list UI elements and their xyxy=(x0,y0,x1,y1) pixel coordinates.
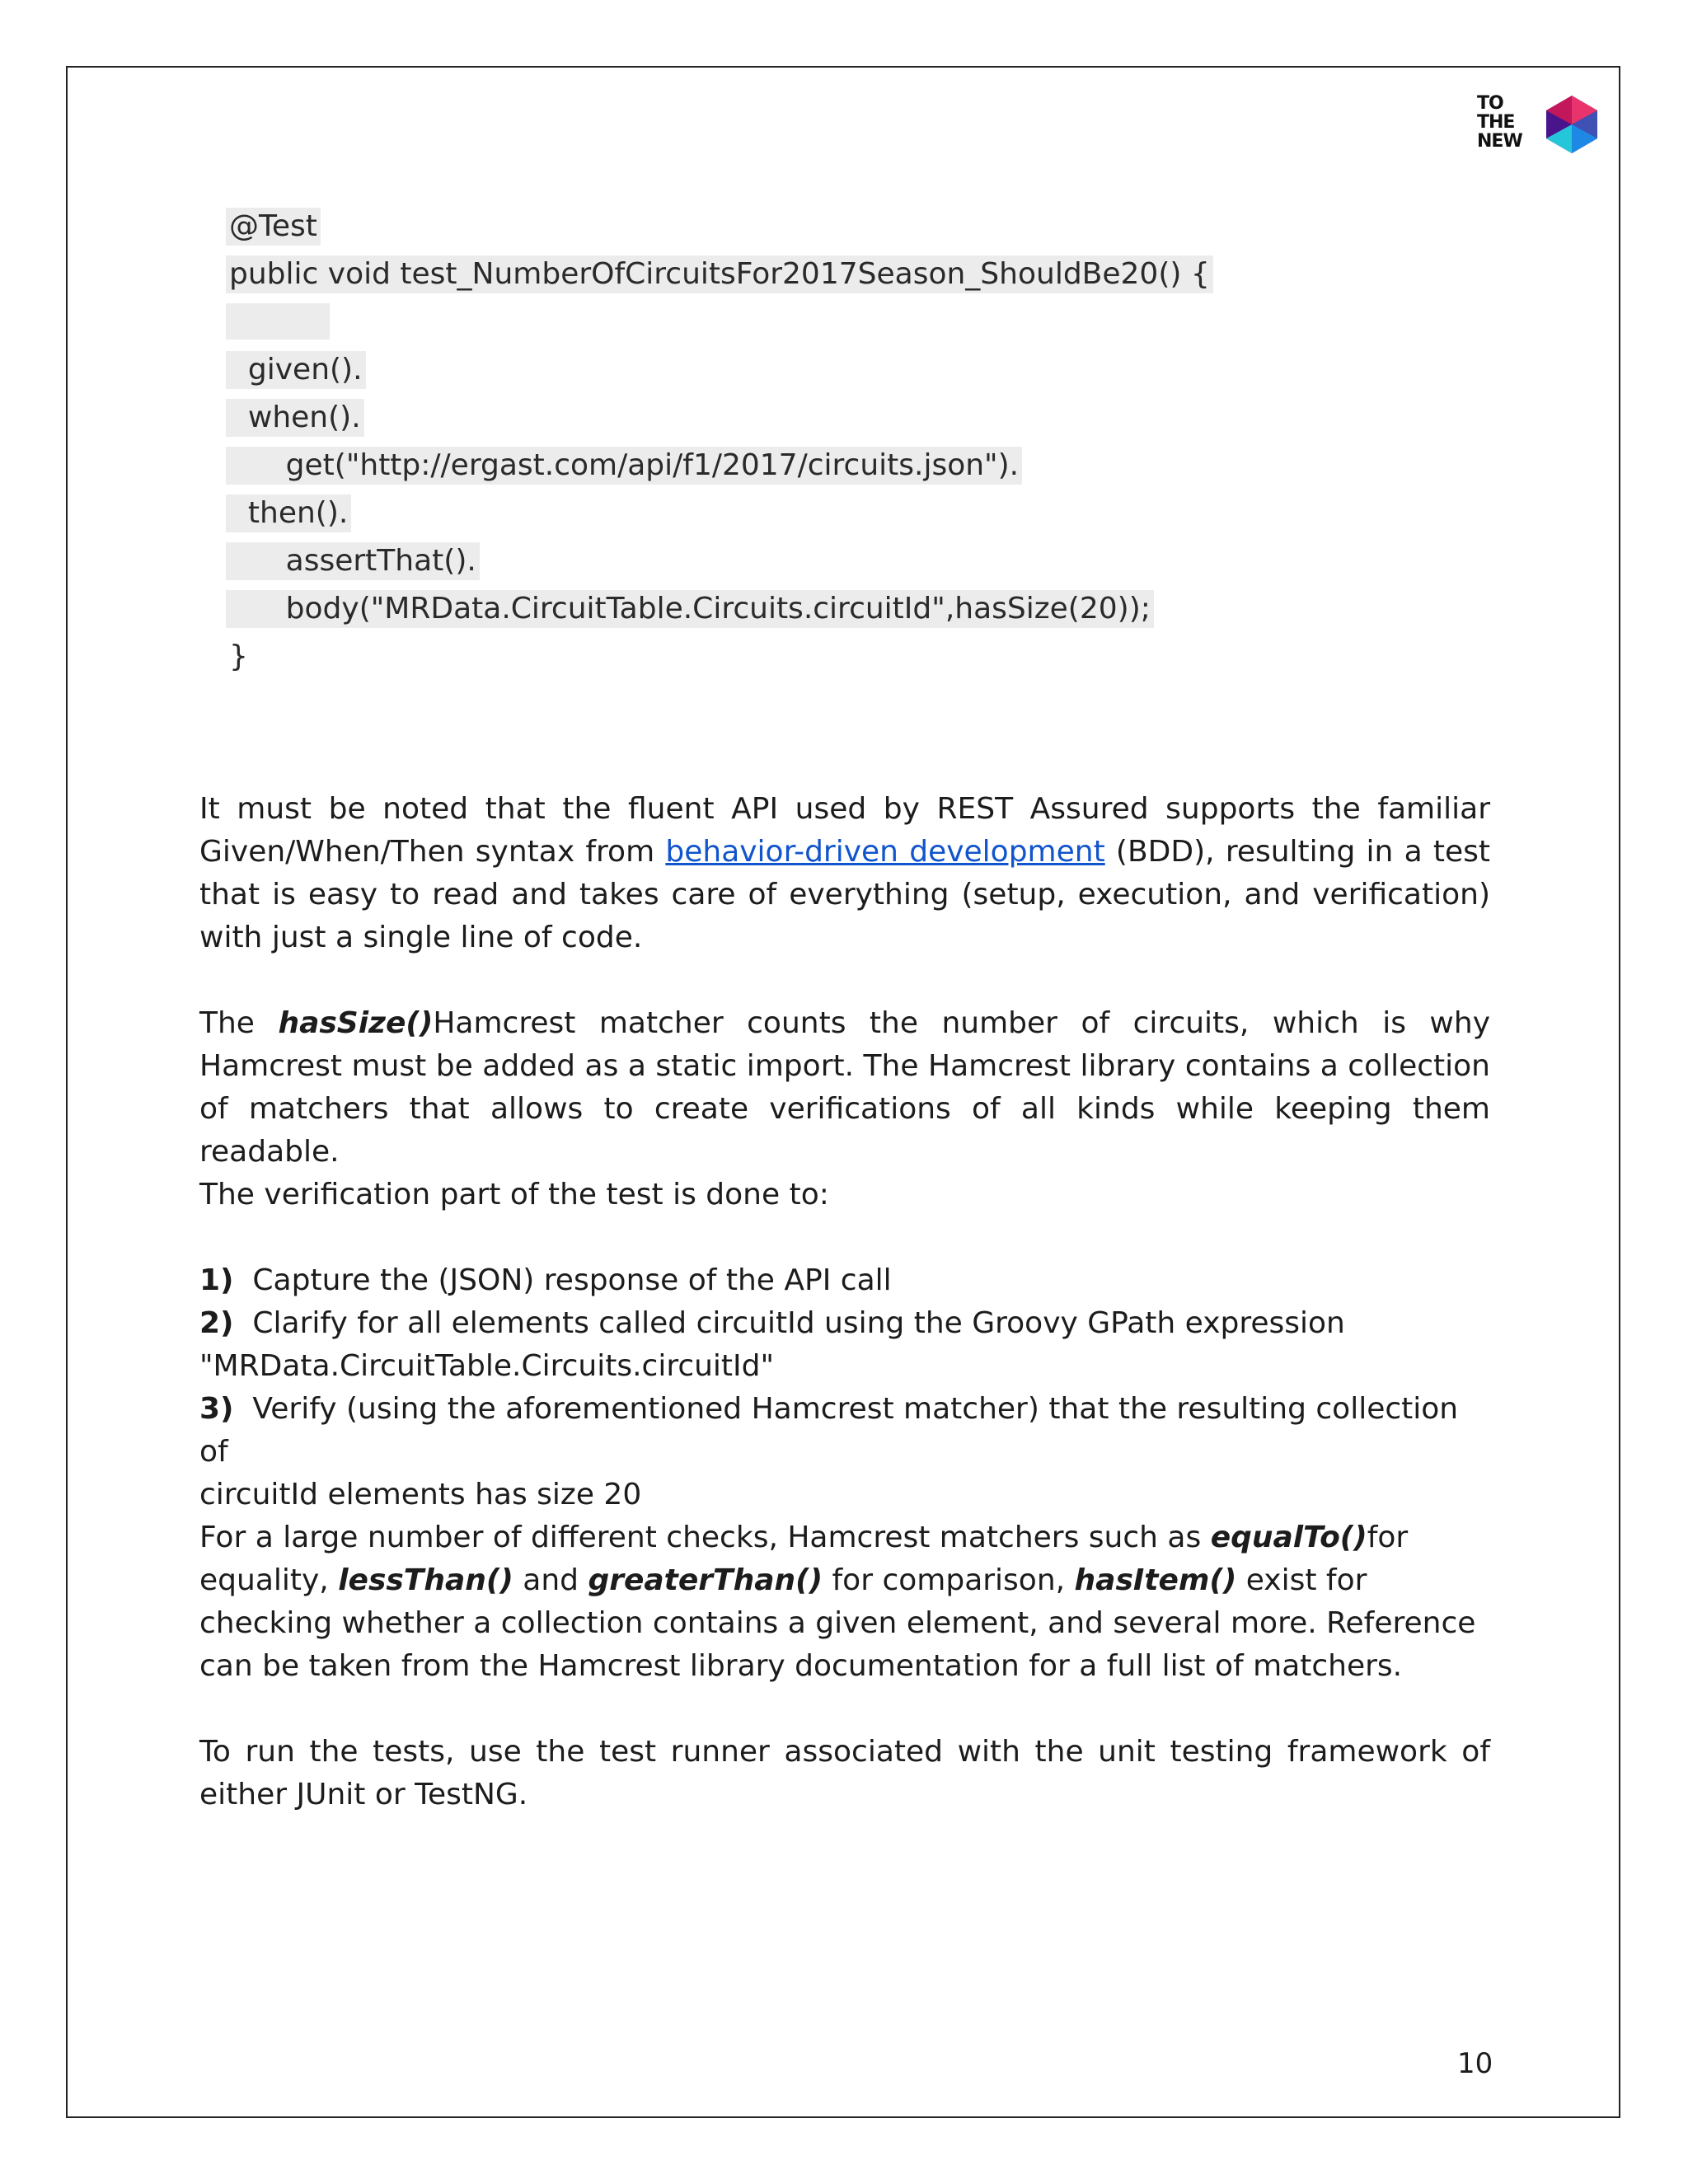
verification-list xyxy=(199,1259,1490,1516)
code-line: public void test_NumberOfCircuitsFor2017Season_ShouldBe20() { xyxy=(226,255,1297,303)
hassize-paragraph: The hasSize()Hamcrest matcher counts the number of circuits, which is why Hamcrest must be added as a static import. The Hamcrest library contains a collection of matchers that allows to create verifications of all kinds while keeping them readable. xyxy=(199,1006,1490,1169)
code-line: @Test xyxy=(226,208,1297,255)
code-line: } xyxy=(229,640,248,673)
code-line: when(). xyxy=(226,399,1297,447)
code-line: assertThat(). xyxy=(226,542,1297,590)
hexagon-logo-icon xyxy=(1543,94,1601,155)
logo-wordmark: TO THE NEW xyxy=(1477,93,1522,152)
code-line: body("MRData.CircuitTable.Circuits.circuitId",hasSize(20)); xyxy=(226,590,1297,638)
code-line: get("http://ergast.com/api/f1/2017/circuits.json"). xyxy=(226,447,1297,494)
fluent-api-paragraph: It must be noted that the fluent API used by REST Assured supports the familiar Given/When/Then syntax from behavior-driven development (BDD), resulting in a test that is easy to read and takes care of everything (setup, execution, and verification) with just a single line of code. xyxy=(199,792,1491,954)
code-line xyxy=(226,303,1297,351)
code-block xyxy=(226,208,1297,686)
code-line: given(). xyxy=(226,351,1297,399)
code-line: then(). xyxy=(226,494,1297,542)
verification-intro: The verification part of the test is done to: xyxy=(199,1178,829,1212)
list-item: 1) Capture the (JSON) response of the API call xyxy=(199,1263,892,1297)
company-logo xyxy=(1477,94,1601,155)
list-item: 3) Verify (using the aforementioned Hamcrest matcher) that the resulting collection of circuitId elements has size 20 xyxy=(199,1392,1459,1511)
matchers-paragraph: For a large number of different checks, Hamcrest matchers such as equalTo()for equality, lessThan() and greaterThan() for comparison, hasItem() exist for checking whether a collection contains a given element, and several more. Reference can be taken from the Hamcrest library documentation for a full list of matchers. xyxy=(199,1521,1476,1683)
bdd-link[interactable]: behavior-driven development xyxy=(665,835,1105,869)
page-number: 10 xyxy=(1457,2047,1493,2080)
list-item: 2) Clarify for all elements called circuitId using the Groovy GPath expression "MRData.CircuitTable.Circuits.circuitId" xyxy=(199,1306,1345,1383)
closing-paragraph: To run the tests, use the test runner associated with the unit testing framework of either JUnit or TestNG. xyxy=(199,1735,1490,1811)
